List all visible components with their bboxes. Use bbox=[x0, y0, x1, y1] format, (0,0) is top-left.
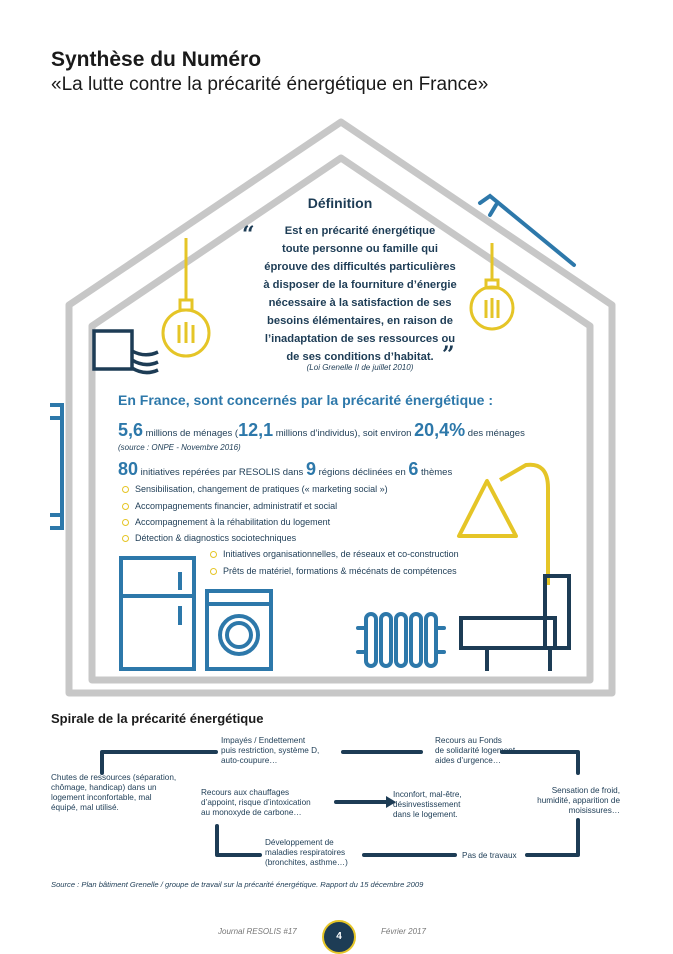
spiral-line: Recours aux chauffages bbox=[201, 788, 290, 797]
stat-source: (source : ONPE - Novembre 2016) bbox=[118, 443, 241, 452]
percent-value: 20,4% bbox=[414, 420, 466, 440]
bullet-icon bbox=[122, 535, 129, 542]
light-bulb-right-icon bbox=[471, 243, 513, 329]
initiatives-text: thèmes bbox=[418, 467, 453, 478]
source-footnote: Source : Plan bâtiment Grenelle / groupe de travail sur la précarité énergétique. Rapport du 15 décembre 2009 bbox=[51, 880, 424, 889]
spiral-line: auto-coupure… bbox=[221, 756, 278, 765]
definition-line: éprouve des difficultés particulières bbox=[264, 261, 456, 273]
spiral-line: moisissures… bbox=[568, 806, 620, 815]
solar-panel-icon bbox=[480, 196, 574, 265]
initiatives-line bbox=[118, 459, 452, 480]
spiral-step-sensation bbox=[508, 786, 620, 816]
definition-quote bbox=[246, 222, 474, 366]
definition-source: (Loi Grenelle II de juillet 2010) bbox=[306, 363, 414, 372]
spiral-line: Sensation de froid, bbox=[551, 786, 620, 795]
households-text: millions de ménages ( bbox=[143, 428, 239, 439]
air-vent-icon bbox=[94, 331, 158, 373]
spiral-line: aides d’urgence… bbox=[435, 756, 501, 765]
spiral-step-recours-fonds bbox=[435, 736, 535, 766]
spiral-line: humidité, apparition de bbox=[537, 796, 620, 805]
theme-item bbox=[122, 484, 388, 494]
theme-item bbox=[122, 517, 330, 527]
open-quote-icon: “ bbox=[242, 222, 255, 248]
definition-line: de ses conditions d’habitat. bbox=[286, 351, 434, 363]
spiral-line: Développement de bbox=[265, 838, 334, 847]
spiral-line: Chutes de ressources (séparation, bbox=[51, 773, 177, 782]
definition-title: Définition bbox=[307, 195, 373, 211]
radiator-icon bbox=[358, 614, 444, 666]
concerned-title: En France, sont concernés par la précarité énergétique : bbox=[118, 392, 494, 408]
close-quote-icon: ” bbox=[442, 342, 455, 368]
individuals-text: millions d’individus), soit environ bbox=[273, 428, 415, 439]
floor-lamp-icon bbox=[459, 465, 548, 585]
theme-label: Détection & diagnostics sociotechniques bbox=[135, 533, 297, 543]
theme-item bbox=[210, 549, 459, 559]
initiatives-count: 80 bbox=[118, 459, 139, 479]
spiral-line: puis restriction, système D, bbox=[221, 746, 320, 755]
armchair-icon bbox=[461, 576, 569, 671]
definition-line: à disposer de la fourniture d’énergie bbox=[263, 279, 457, 291]
spiral-title: Spirale de la précarité énergétique bbox=[51, 711, 264, 726]
bullet-icon bbox=[122, 486, 129, 493]
spiral-step-impayes bbox=[221, 736, 343, 766]
bullet-icon bbox=[210, 551, 217, 558]
spiral-step-chutes bbox=[51, 773, 183, 813]
spiral-step-maladies bbox=[265, 838, 365, 868]
bullet-icon bbox=[210, 568, 217, 575]
theme-label: Prêts de matériel, formations & mécénats de compétences bbox=[223, 566, 457, 576]
bullet-icon bbox=[122, 519, 129, 526]
households-value: 5,6 bbox=[118, 420, 144, 440]
themes-count: 6 bbox=[408, 459, 419, 479]
percent-text: des ménages bbox=[465, 428, 525, 439]
page-subtitle: «La lutte contre la précarité énergétique en France» bbox=[51, 74, 489, 95]
spiral-line: au monoxyde de carbone… bbox=[201, 808, 302, 817]
theme-label: Initiatives organisationnelles, de réseaux et co-construction bbox=[223, 549, 459, 559]
page-number: 4 bbox=[322, 920, 356, 954]
spiral-line: Impayés / Endettement bbox=[221, 736, 306, 745]
definition-line: Est en précarité énergétique bbox=[284, 225, 436, 237]
theme-item bbox=[122, 533, 296, 543]
spiral-line: Pas de travaux bbox=[462, 851, 517, 860]
footer-date: Février 2017 bbox=[381, 927, 426, 936]
spiral-line: désinvestissement bbox=[393, 800, 461, 809]
footer-journal: Journal RESOLIS #17 bbox=[218, 927, 297, 936]
individuals-value: 12,1 bbox=[238, 420, 274, 440]
spiral-step-recours-chauffages bbox=[201, 788, 336, 818]
theme-label: Accompagnement à la réhabilitation du logement bbox=[135, 517, 331, 527]
regions-count: 9 bbox=[305, 459, 316, 479]
spiral-line: de solidarité logement, bbox=[435, 746, 518, 755]
spiral-line: (bronchites, asthme…) bbox=[265, 858, 348, 867]
theme-label: Accompagnements financier, administratif et social bbox=[135, 501, 338, 511]
spiral-line: Recours au Fonds bbox=[435, 736, 502, 745]
spiral-line: logement inconfortable, mal bbox=[51, 793, 152, 802]
spiral-line: Inconfort, mal-être, bbox=[393, 790, 462, 799]
initiatives-text: régions déclinées en bbox=[315, 467, 409, 478]
theme-item bbox=[122, 501, 337, 511]
definition-line: nécessaire à la satisfaction de ses bbox=[268, 297, 452, 309]
stat-line bbox=[118, 420, 525, 441]
bullet-icon bbox=[122, 503, 129, 510]
spiral-line: équipé, mal utilisé. bbox=[51, 803, 119, 812]
initiatives-text: initiatives repérées par RESOLIS dans bbox=[138, 467, 306, 478]
spiral-line: chômage, handicap) dans un bbox=[51, 783, 157, 792]
definition-line: besoins élémentaires, en raison de bbox=[267, 315, 453, 327]
definition-line: l’inadaptation de ses ressources ou bbox=[264, 333, 456, 345]
window-icon bbox=[50, 405, 62, 528]
definition-line: toute personne ou famille qui bbox=[281, 243, 438, 255]
fridge-icon bbox=[121, 558, 194, 669]
theme-item bbox=[210, 566, 457, 576]
spiral-step-inconfort bbox=[393, 790, 483, 820]
theme-label: Sensibilisation, changement de pratiques (« marketing social ») bbox=[135, 484, 388, 494]
washing-machine-icon bbox=[207, 591, 271, 669]
spiral-line: d’appoint, risque d’intoxication bbox=[201, 798, 311, 807]
spiral-line: dans le logement. bbox=[393, 810, 458, 819]
spiral-step-pas-travaux bbox=[462, 851, 532, 861]
page-title: Synthèse du Numéro bbox=[51, 48, 262, 71]
spiral-line: maladies respiratoires bbox=[265, 848, 346, 857]
